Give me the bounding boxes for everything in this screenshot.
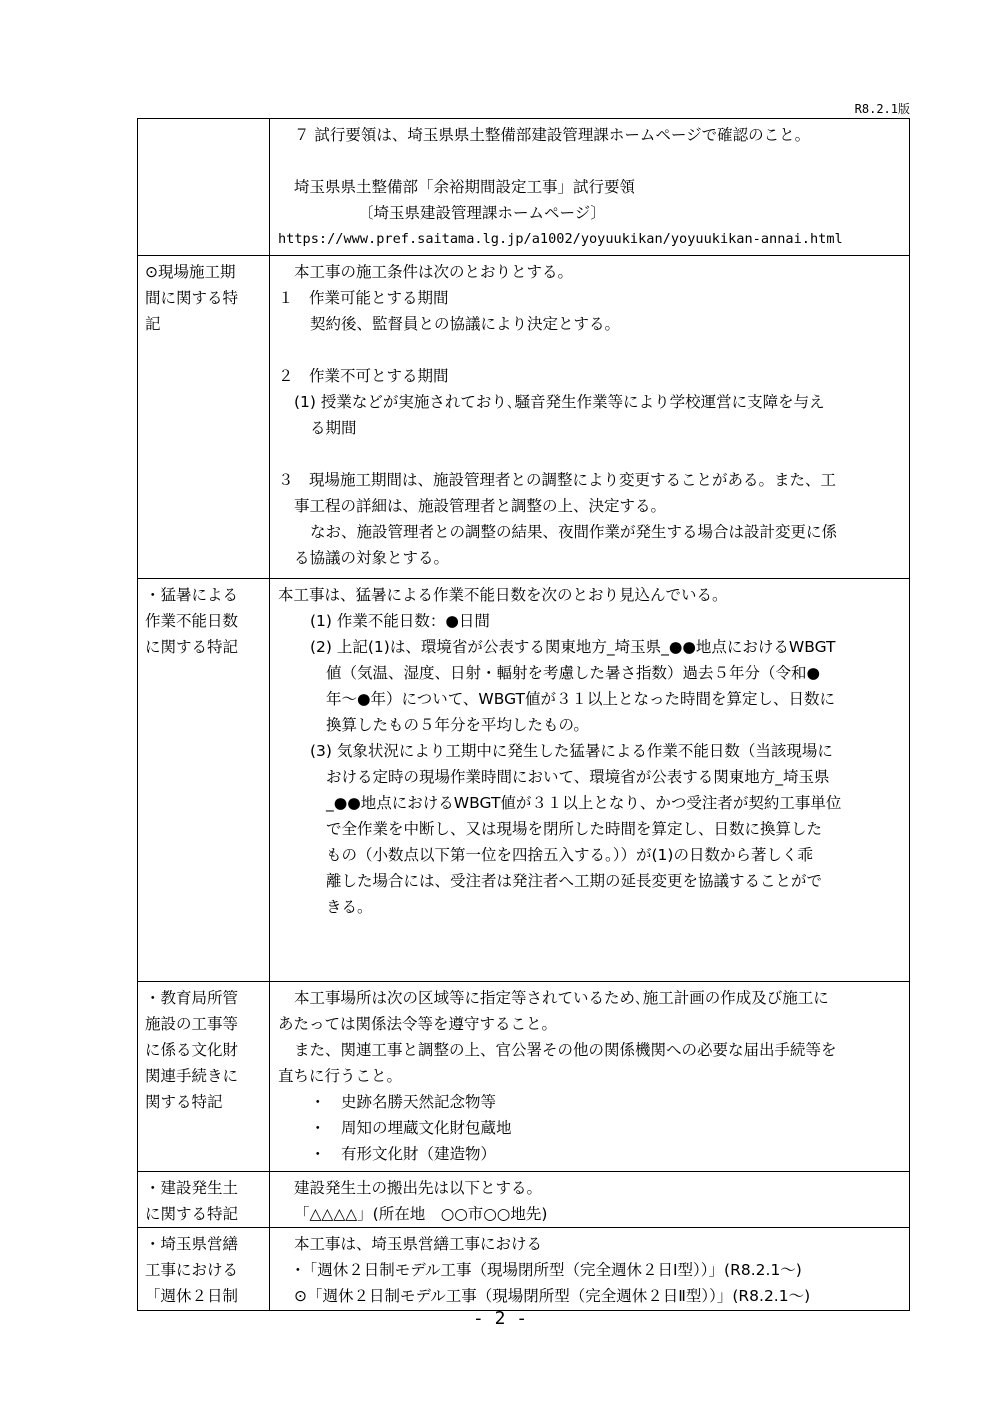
text-line: もの（小数点以下第一位を四捨五入する。））が(1)の日数から著しく乖 <box>326 846 813 864</box>
row-content <box>270 119 910 256</box>
text-line: 本工事は、猛暑による作業不能日数を次のとおり見込んでいる。 <box>278 586 728 604</box>
text-line: 値（気温、湿度、日射・輻射を考慮した暑さ指数）過去５年分（令和● <box>326 664 821 682</box>
heading-line: 間に関する特 <box>145 289 239 307</box>
text-line: ２ 作業不可とする期間 <box>278 367 449 385</box>
page-number: - 2 - <box>472 1308 528 1329</box>
version-label: R8.2.1版 <box>854 102 910 116</box>
table-row <box>138 256 910 579</box>
row-content <box>270 982 910 1172</box>
text-line: きる。 <box>326 898 373 916</box>
row-content <box>270 1228 910 1311</box>
text-line: また、関連工事と調整の上、官公署その他の関係機関への必要な届出手続等を <box>294 1041 837 1059</box>
heading-line: に関する特記 <box>145 1205 239 1223</box>
text-line: １ 作業可能とする期間 <box>278 289 449 307</box>
text-line: なお、施設管理者との調整の結果、夜間作業が発生する場合は設計変更に係 <box>310 523 838 541</box>
blank-line <box>278 337 903 363</box>
heading-line: 関連手続きに <box>145 1067 239 1085</box>
heading-line: ・教育局所管 <box>145 989 239 1007</box>
row-heading <box>138 982 270 1172</box>
text-line: 〔埼玉県建設管理課ホームページ〕 <box>358 204 606 222</box>
heading-line: 施設の工事等 <box>145 1015 239 1033</box>
text-line: る協議の対象とする。 <box>294 549 450 567</box>
heading-line: 工事における <box>145 1261 239 1279</box>
text-line: 埼玉県県土整備部「余裕期間設定工事」試行要領 <box>294 178 636 196</box>
heading-line: に関する特記 <box>145 638 239 656</box>
option-line-selected: ⊙「週休２日制モデル工事（現場閉所型（完全週休２日Ⅱ型））」(R8.2.1～) <box>294 1287 811 1305</box>
text-line: おける定時の現場作業時間において、環境省が公表する関東地方_埼玉県 <box>326 768 830 786</box>
heading-line: ・建設発生土 <box>145 1179 239 1197</box>
text-line: 離した場合には、受注者は発注者へ工期の延長変更を協議することがで <box>326 872 823 890</box>
text-line: あたっては関係法令等を遵守すること。 <box>278 1015 558 1033</box>
text-line: 建設発生土の搬出先は以下とする。 <box>294 1179 543 1197</box>
row-content <box>270 256 910 579</box>
table-row <box>138 1172 910 1228</box>
table-row <box>138 1228 910 1311</box>
text-line: (2) 上記(1)は、環境省が公表する関東地方_埼玉県_●●地点におけるWBGT <box>310 638 836 656</box>
url-text: https://www.pref.saitama.lg.jp/a1002/yoyuukikan/yoyuukikan-annai.html <box>278 231 843 247</box>
text-line: で全作業を中断し、又は現場を閉所した時間を算定し、日数に換算した <box>326 820 823 838</box>
text-line: 本工事場所は次の区域等に指定等されているため､施工計画の作成及び施工に <box>294 989 829 1007</box>
list-item: ・ 周知の埋蔵文化財包蔵地 <box>310 1119 512 1137</box>
list-item: ・ 史跡名勝天然記念物等 <box>310 1093 497 1111</box>
option-line: ･「週休２日制モデル工事（現場閉所型（完全週休２日Ⅰ型））」(R8.2.1～) <box>294 1261 802 1279</box>
text-line: る期間 <box>310 419 357 437</box>
list-item: ・ 有形文化財（建造物） <box>310 1145 497 1163</box>
table-row <box>138 982 910 1172</box>
heading-line: 作業不能日数 <box>145 612 239 630</box>
row-content <box>270 579 910 982</box>
heading-line: に係る文化財 <box>145 1041 239 1059</box>
text-line: 本工事の施工条件は次のとおりとする。 <box>294 263 574 281</box>
heading-line: ⊙現場施工期 <box>145 263 236 281</box>
text-line: (3) 気象状況により工期中に発生した猛暑による作業不能日数（当該現場に <box>310 742 833 760</box>
heading-line: ・埼玉県営繕 <box>145 1235 239 1253</box>
text-line: ３ 現場施工期間は、施設管理者との調整により変更することがある。また、工 <box>278 471 837 489</box>
text-line: ７ 試行要領は、埼玉県県土整備部建設管理課ホームページで確認のこと。 <box>294 126 811 144</box>
heading-line: 「週休２日制 <box>145 1287 239 1305</box>
table-row <box>138 119 910 256</box>
table-row <box>138 579 910 982</box>
heading-line: ・猛暑による <box>145 586 239 604</box>
text-line: 直ちに行うこと。 <box>278 1067 403 1085</box>
text-line: 事工程の詳細は、施設管理者と調整の上、決定する。 <box>294 497 667 515</box>
row-heading <box>138 579 270 982</box>
text-line: _●●地点におけるWBGT値が３１以上となり、かつ受注者が契約工事単位 <box>326 794 842 812</box>
row-heading <box>138 256 270 579</box>
row-heading <box>138 1172 270 1228</box>
blank-line <box>278 441 903 467</box>
text-line: 本工事は、埼玉県営繕工事における <box>294 1235 543 1253</box>
text-line: 年～●年）について、WBGT値が３１以上となった時間を算定し、日数に <box>326 690 836 708</box>
row-heading <box>138 119 270 256</box>
specification-table <box>137 118 910 1311</box>
blank-line <box>278 148 903 174</box>
heading-line: 関する特記 <box>145 1093 223 1111</box>
text-line: (1) 作業不能日数：●日間 <box>310 612 490 630</box>
text-line: 契約後、監督員との協議により決定とする。 <box>310 315 621 333</box>
text-line: 換算したもの５年分を平均したもの。 <box>326 716 589 734</box>
text-line: (1) 授業などが実施されており､騒音発生作業等により学校運営に支障を与え <box>294 393 825 411</box>
row-content <box>270 1172 910 1228</box>
heading-line: 記 <box>145 315 161 333</box>
text-line: 「△△△△」(所在地 ○○市○○地先) <box>294 1205 548 1223</box>
row-heading <box>138 1228 270 1311</box>
